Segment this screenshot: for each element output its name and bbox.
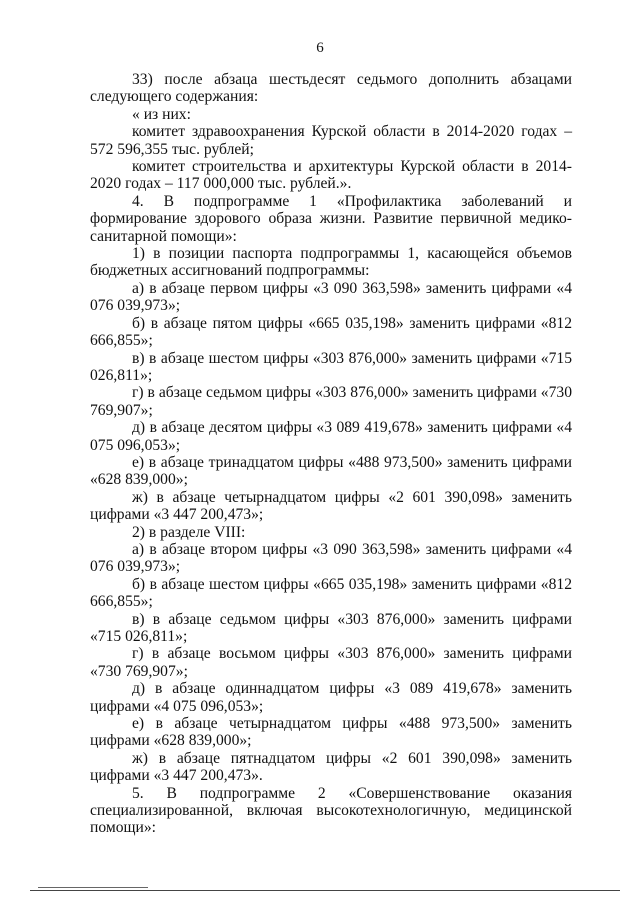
paragraph-passport-g: г) в абзаце седьмом цифры «303 876,000» заменить цифрами «730 769,907»; xyxy=(90,384,572,419)
paragraph-subprogram-2: 5. В подпрограмме 2 «Совершенствование оказания специализированной, включая высокотехнологичную, медицинской помощи»: xyxy=(90,784,572,837)
paragraph-section-g: г) в абзаце восьмом цифры «303 876,000» заменить цифрами «730 769,907»; xyxy=(90,645,572,680)
paragraph-section-v: в) в абзаце седьмом цифры «303 876,000» заменить цифрами «715 026,811»; xyxy=(90,610,572,645)
paragraph-section-a: а) в абзаце втором цифры «3 090 363,598» заменить цифрами «4 076 039,973»; xyxy=(90,540,572,576)
paragraph-passport-b: б) в абзаце пятом цифры «665 035,198» заменить цифрами «812 666,855»; xyxy=(90,314,572,350)
paragraph-subprogram-1: 4. В подпрограмме 1 «Профилактика заболеваний и формирование здорового образа жизни. Развитие первичной медико-санитарной помощи»: xyxy=(90,192,572,245)
paragraph-quote-open: « из них: xyxy=(132,105,191,123)
paragraph-item-33: 33) после абзаца шестьдесят седьмого дополнить абзацами следующего содержания: xyxy=(90,71,572,106)
footer-rule xyxy=(30,890,620,891)
paragraph-passport-a: а) в абзаце первом цифры «3 090 363,598» заменить цифрами «4 076 039,973»; xyxy=(90,279,572,315)
paragraph-section-b: б) в абзаце шестом цифры «665 035,198» заменить цифрами «812 666,855»; xyxy=(90,575,572,611)
paragraph-section-zh: ж) в абзаце пятнадцатом цифры «2 601 390,098» заменить цифрами «3 447 200,473». xyxy=(90,749,572,785)
paragraph-section-d: д) в абзаце одиннадцатом цифры «3 089 419,678» заменить цифрами «4 075 096,053»; xyxy=(90,680,572,715)
paragraph-section-viii: 2) в разделе VIII: xyxy=(132,523,246,541)
page-number: 6 xyxy=(316,40,324,56)
paragraph-construction-committee: комитет строительства и архитектуры Курской области в 2014-2020 годах – 117 000,000 тыс. рублей.». xyxy=(90,158,572,193)
paragraph-passport-position: 1) в позиции паспорта подпрограммы 1, касающейся объемов бюджетных ассигнований подпрограммы: xyxy=(90,245,572,280)
paragraph-section-e: е) в абзаце четырнадцатом цифры «488 973,500» заменить цифрами «628 839,000»; xyxy=(90,715,572,750)
footer-rule-short xyxy=(38,887,148,888)
paragraph-passport-e: е) в абзаце тринадцатом цифры «488 973,500» заменить цифрами «628 839,000»; xyxy=(90,453,572,489)
paragraph-health-committee: комитет здравоохранения Курской области в 2014-2020 годах – 572 596,355 тыс. рублей; xyxy=(90,123,572,158)
paragraph-passport-zh: ж) в абзаце четырнадцатом цифры «2 601 390,098» заменить цифрами «3 447 200,473»; xyxy=(90,488,572,524)
document-body xyxy=(90,71,572,837)
paragraph-passport-v: в) в абзаце шестом цифры «303 876,000» заменить цифрами «715 026,811»; xyxy=(90,349,572,384)
paragraph-passport-d: д) в абзаце десятом цифры «3 089 419,678» заменить цифрами «4 075 096,053»; xyxy=(90,419,572,454)
